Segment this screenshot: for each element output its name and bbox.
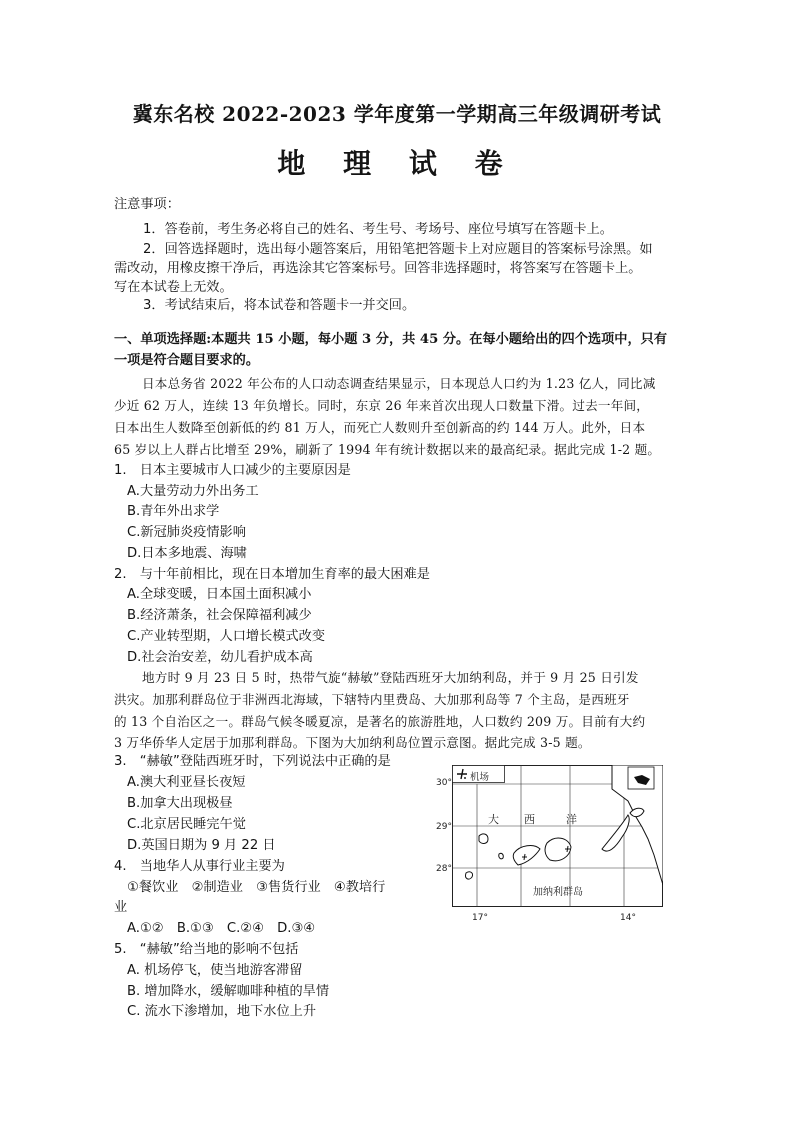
- question-1-option-c: C.新冠肺炎疫情影响: [127, 525, 246, 540]
- map-ocean-label-2: 西: [524, 813, 535, 826]
- canary-islands-map: [452, 765, 663, 907]
- question-5-option-b: B. 增加降水，缓解咖啡种植的旱情: [127, 984, 330, 999]
- passage-2-line-2: 洪灾。加那利群岛位于非洲西北海域，下辖特内里费岛、大加那利岛等 7 个主岛，是西班牙: [114, 692, 630, 707]
- question-2-option-d: D.社会治安差，幼儿看护成本高: [127, 650, 313, 665]
- question-3-stem: 3. “赫敏”登陆西班牙时，下列说法中正确的是: [114, 754, 391, 769]
- question-3-option-a: A.澳大利亚昼长夜短: [127, 775, 246, 790]
- map-lat-29-label: 29°: [436, 822, 452, 832]
- question-2-stem: 2. 与十年前相比，现在日本增加生育率的最大困难是: [114, 567, 430, 582]
- section-1-heading-line-2: 一项是符合题目要求的。: [114, 353, 260, 368]
- question-5-stem: 5. “赫敏”给当地的影响不包括: [114, 942, 299, 957]
- map-islands-label: 加纳利群岛: [533, 887, 583, 898]
- notice-item-2-line-3: 写在本试卷上无效。: [114, 280, 233, 295]
- question-2-option-c: C.产业转型期，人口增长模式改变: [127, 629, 326, 644]
- question-1-option-a: A.大量劳动力外出务工: [127, 484, 259, 499]
- question-3-option-b: B.加拿大出现极昼: [127, 796, 233, 811]
- question-1-option-b: B.青年外出求学: [127, 504, 220, 519]
- map-ocean-label-3: 洋: [566, 813, 577, 826]
- map-lon-14-label: 14°: [620, 913, 636, 923]
- question-2-option-a: A.全球变暖，日本国土面积减小: [127, 587, 312, 602]
- notice-item-2-line-1: 2．回答选择题时，选出每小题答案后，用铅笔把答题卡上对应题目的答案标号涂黑。如: [143, 242, 653, 257]
- subject-title: 地 理 试 卷: [277, 147, 517, 180]
- section-1-heading-line-1: 一、单项选择题:本题共 15 小题，每小题 3 分，共 45 分。在每小题给出的四个选项中，只有: [114, 332, 668, 347]
- question-4-choices: A.①② B.①③ C.②④ D.③④: [127, 921, 316, 936]
- notice-item-1: 1．答卷前，考生务必将自己的姓名、考生号、考场号、座位号填写在答题卡上。: [143, 222, 613, 237]
- question-2-option-b: B.经济萧条，社会保障福利减少: [127, 608, 312, 623]
- question-4-stem: 4. 当地华人从事行业主要为: [114, 859, 285, 874]
- map-ocean-label-1: 大: [488, 813, 499, 826]
- passage-2-line-4: 3 万华侨华人定居于加那利群岛。下图为大加纳利岛位置示意图。据此完成 3-5 题。: [114, 735, 591, 750]
- question-3-option-c: C.北京居民睡完午觉: [127, 817, 246, 832]
- exam-header-title: 冀东名校 2022-2023 学年度第一学期高三年级调研考试: [132, 102, 662, 126]
- passage-2-line-1: 地方时 9 月 23 日 5 时，热带气旋“赫敏”登陆西班牙大加纳利岛，并于 9 月 25 日引发: [142, 670, 639, 685]
- notice-item-3: 3．考试结束后，将本试卷和答题卡一并交回。: [143, 298, 416, 313]
- map-lat-30-label: 30°: [436, 778, 452, 788]
- map-lon-17-label: 17°: [472, 913, 488, 923]
- passage-1-line-1: 日本总务省 2022 年公布的人口动态调查结果显示，日本现总人口约为 1.23 亿人，同比减: [142, 376, 656, 391]
- notice-item-2-line-2: 需改动，用橡皮擦干净后，再选涂其它答案标号。回答非选择题时，将答案写在答题卡上。: [114, 261, 642, 276]
- map-lat-28-label: 28°: [436, 864, 452, 874]
- question-5-option-c: C. 流水下渗增加，地下水位上升: [127, 1004, 317, 1019]
- question-4-options-line: ①餐饮业 ②制造业 ③售货行业 ④教培行: [127, 880, 386, 895]
- passage-2-line-3: 的 13 个自治区之一。群岛气候冬暖夏凉，是著名的旅游胜地，人口数约 209 万。目前有大约: [114, 714, 646, 729]
- question-3-option-d: D.英国日期为 9 月 22 日: [127, 838, 276, 853]
- map-legend-label: 机场: [470, 772, 490, 783]
- question-4-options-wrap: 业: [114, 900, 128, 915]
- question-5-option-a: A. 机场停飞，使当地游客滞留: [127, 963, 303, 978]
- passage-1-line-3: 日本出生人数降至创新低的约 81 万人，而死亡人数则升至创新高的约 144 万人。此外，日本: [114, 420, 646, 435]
- notice-heading: 注意事项：: [114, 197, 180, 212]
- question-1-option-d: D.日本多地震、海啸: [127, 546, 247, 561]
- passage-1-line-4: 65 岁以上人群占比增至 29%，刷新了 1994 年有统计数据以来的最高纪录。据此完成 1-2 题。: [114, 442, 661, 457]
- passage-1-line-2: 少近 62 万人，连续 13 年负增长。同时，东京 26 年来首次出现人口数量下滑。过去一年间，: [114, 398, 650, 413]
- question-1-stem: 1. 日本主要城市人口减少的主要原因是: [114, 463, 351, 478]
